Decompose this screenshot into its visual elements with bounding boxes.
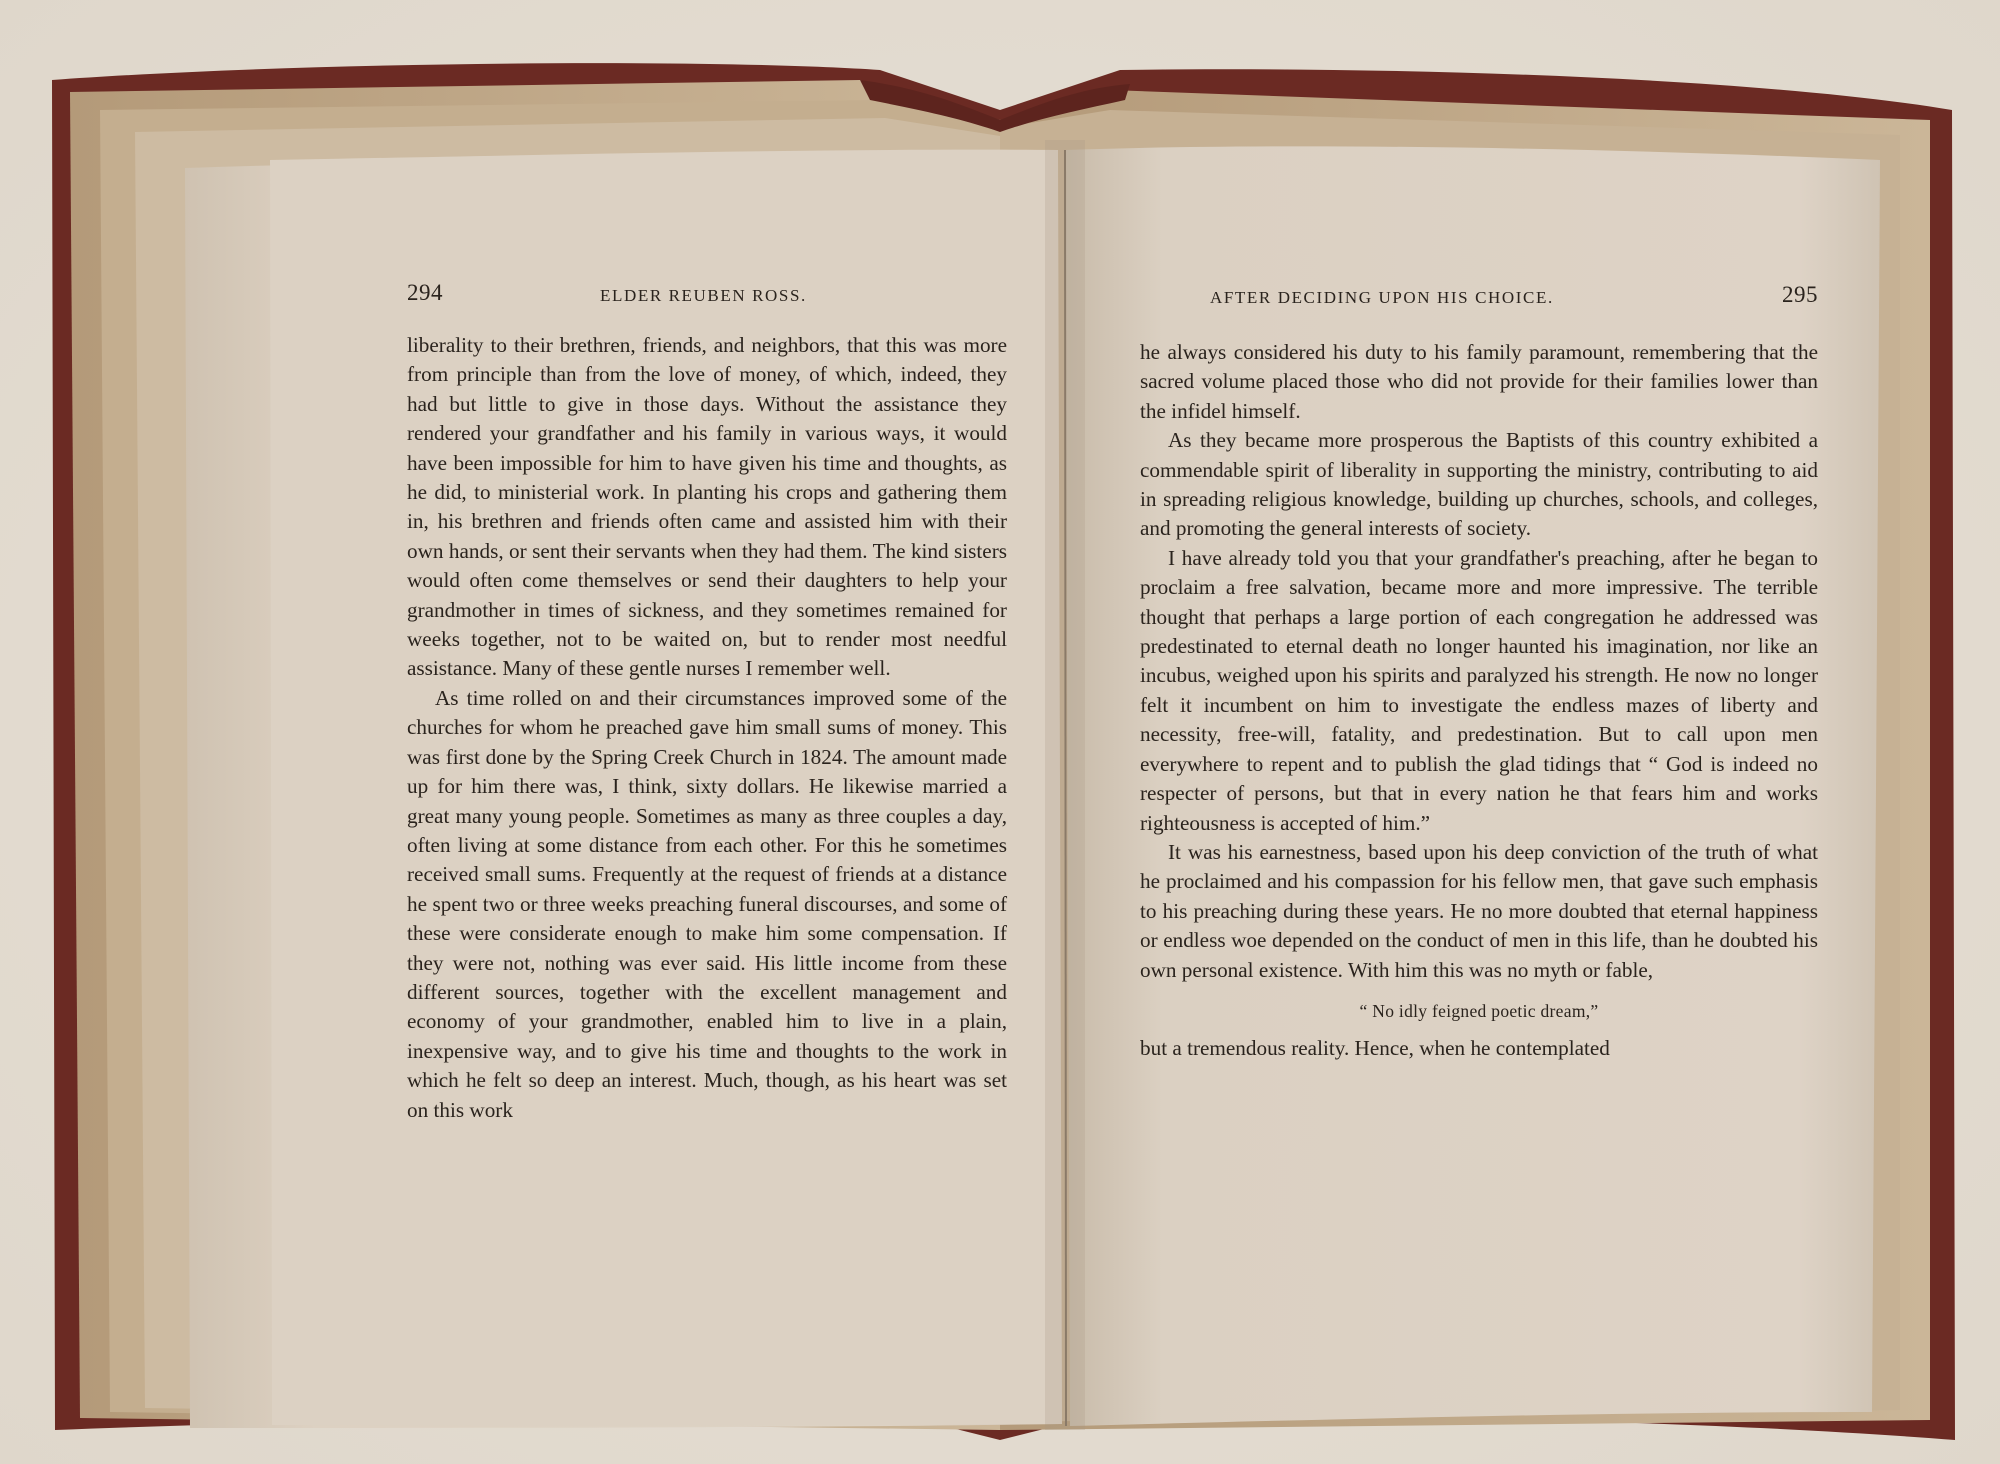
right-page [1068,152,1870,1414]
right-paragraph-2: As they became more prosperous the Baptists of this country exhibited a commendable spirit of liberality in supporting the ministry, contributing to aid in spreading religious knowledge, building up churches, schools, and colleges, and promoting the general interests of society. [1140,428,1818,541]
left-page-number: 294 [407,280,443,305]
right-page-number: 295 [1782,282,1818,307]
right-closing-line: but a tremendous reality. Hence, when he contemplated [1140,1036,1610,1061]
left-paragraph-1: liberality to their brethren, friends, and neighbors, that this was more from principle than from the love of money, of which, indeed, they had but little to give in those days. Without the assistance they rendered your grandfather and his family in various ways, it would have been impossible for him to have given his time and thoughts, as he did, to ministerial work. In planting his crops and gathering them in, his brethren and friends often came and assisted him with their own hands, or sent their servants when they had them. The kind sisters would often come themselves or send their daughters to help your grandmother in times of sickness, and they sometimes remained for weeks together, not to be waited on, but to render most needful assistance. Many of these gentle nurses I remember well. [407,333,1007,681]
right-paragraph-4: It was his earnestness, based upon his deep conviction of the truth of what he proclaimed and his compassion for his fellow men, that gave such emphasis to his preaching during these years. He no more doubted that eternal happiness or endless woe depended on the conduct of men in this life, than he doubted his own personal existence. With him this was no myth or fable, [1140,839,1818,982]
left-page [280,160,1062,1422]
left-running-title: ELDER REUBEN ROSS. [600,286,807,305]
left-text-block [407,331,1007,1125]
right-text-block [1140,338,1818,1064]
right-running-title: AFTER DECIDING UPON HIS CHOICE. [1210,288,1554,307]
left-running-head [407,280,1007,320]
verse-quote: “ No idly feigned poetic dream,” [1359,1000,1599,1021]
right-paragraph-1: he always considered his duty to his family paramount, remembering that the sacred volume placed those who did not provide for their families lower than the infidel himself. [1140,340,1818,423]
right-paragraph-3: I have already told you that your grandfather's preaching, after he began to proclaim a free salvation, became more and more impressive. The terrible thought that perhaps a large portion of each congregation he addressed was predestinated to eternal death no longer haunted his imagination, nor like an incubus, weighed upon his spirits and paralyzed his strength. He now no longer felt it incumbent on him to investigate the endless mazes of liberty and necessity, free-will, fatality, and predestination. But to call upon men everywhere to repent and to publish the glad tidings that “ God is indeed no respecter of persons, but that in every nation he that fears him and works righteousness is accepted of him.” [1140,545,1818,835]
right-running-head [1140,282,1818,322]
left-paragraph-2: As time rolled on and their circumstances improved some of the churches for whom he preached gave him small sums of money. This was first done by the Spring Creek Church in 1824. The amount made up for him there was, I think, sixty dollars. He likewise married a great many young people. Sometimes as many as three couples a day, often living at some distance from each other. For this he sometimes received small sums. Frequently at the request of friends at a distance he spent two or three weeks preaching funeral discourses, and some of these were considerate enough to make him some compensation. If they were not, nothing was ever said. His little income from these different sources, together with the excellent management and economy of your grandmother, enabled him to live in a plain, inexpensive way, and to give his time and thoughts to the work in which he felt so deep an interest. Much, though, as his heart was set on this work [407,685,1007,1122]
